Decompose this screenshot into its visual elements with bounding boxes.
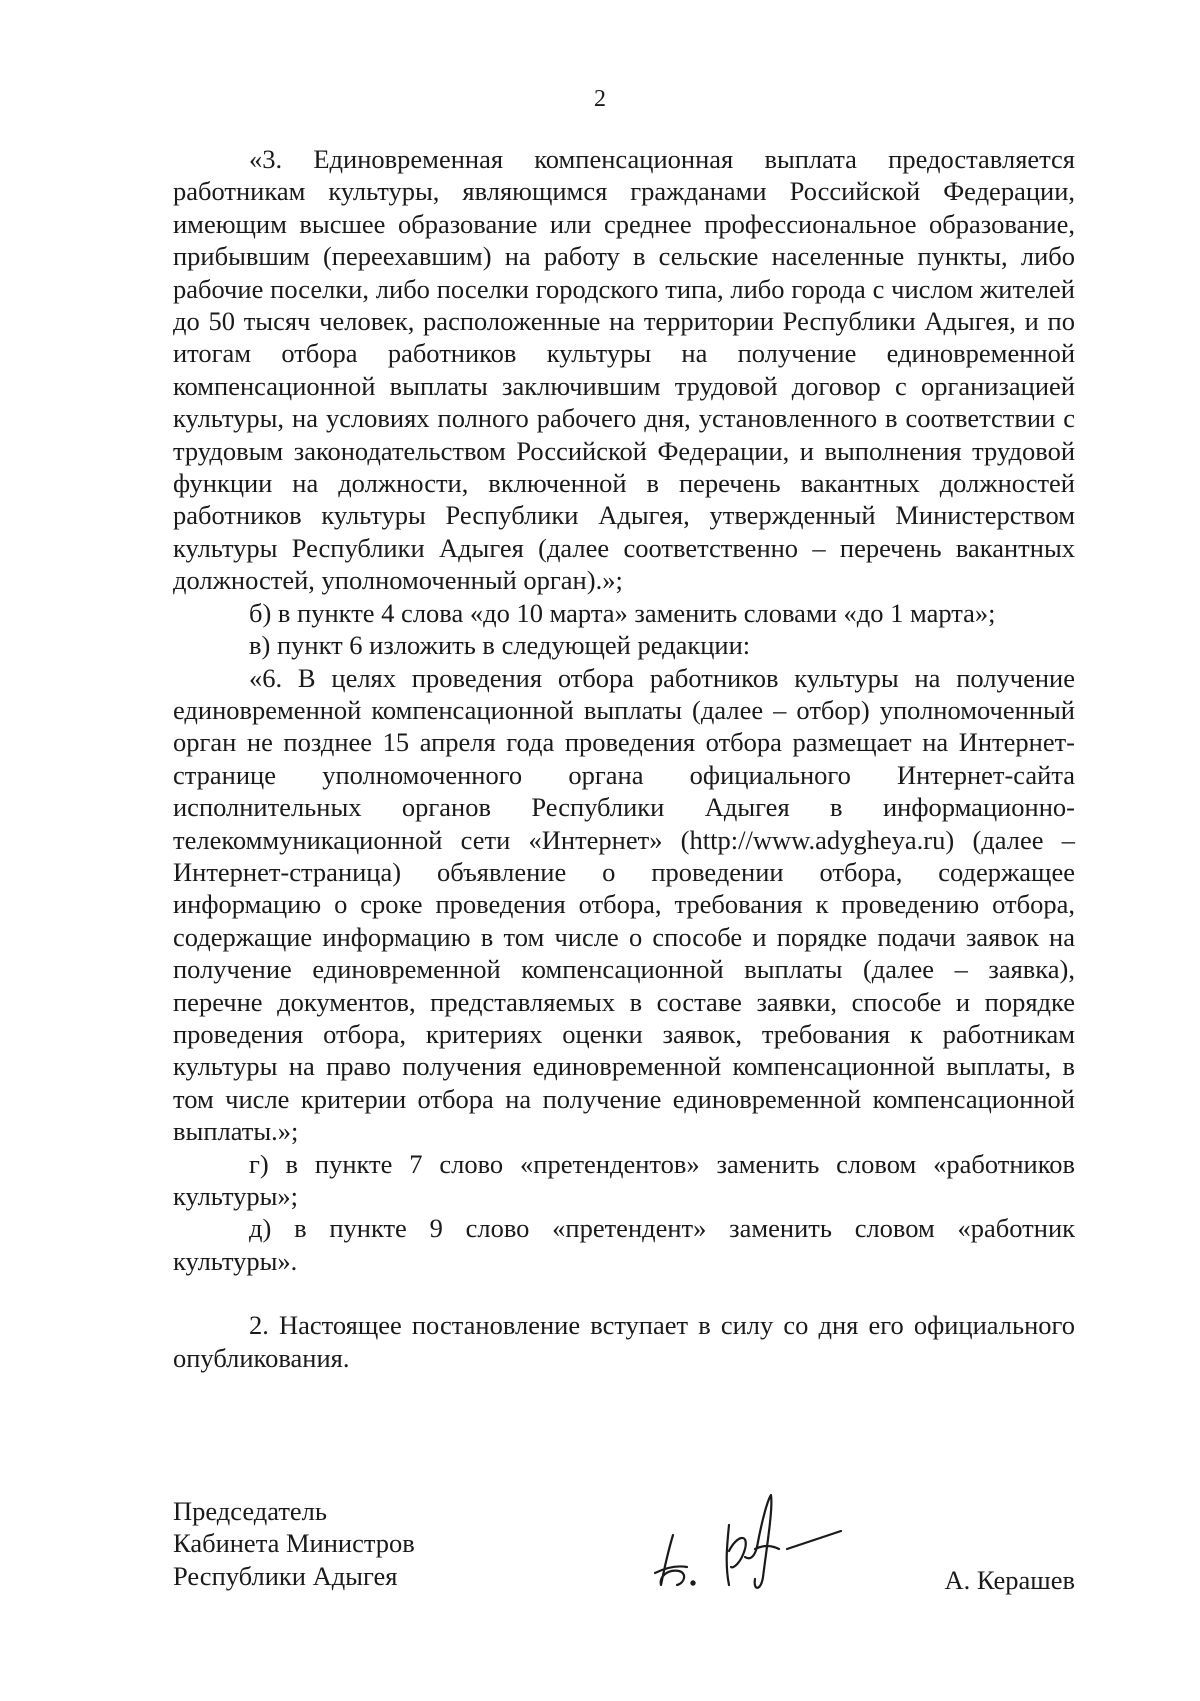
- signer-name: А. Керашев: [944, 1565, 1075, 1595]
- paragraph-item-d: д) в пункте 9 слово «претендент» заменить словом «работник культуры».: [173, 1213, 1075, 1276]
- paragraph-item-g: г) в пункте 7 слово «претендентов» заменить словом «работников культуры»;: [173, 1148, 1075, 1211]
- signature-block: [173, 1495, 1075, 1605]
- signer-title-line: Республики Адыгея: [173, 1560, 398, 1591]
- paragraph-item-3: «3. Единовременная компенсационная выплата предоставляется работникам культуры, являющимся гражданами Российской Федерации, имеющим высшее образование или среднее профессиональное образование, прибывшим (переехавшим) на работу в сельские населенные пункты, либо рабочие поселки, либо поселки городского типа, либо города с числом жителей до 50 тысяч человек, расположенные на территории Республики Адыгея, и по итогам отбора работников культуры на получение единовременной компенсационной выплаты заключившим трудовой договор с организацией культуры, на условиях полного рабочего дня, установленного в соответствии с трудовым законодательством Российской Федерации, и выполнения трудовой функции на должности, включенной в перечень вакантных должностей работников культуры Республики Адыгея, утвержденный Министерством культуры Республики Адыгея (далее соответственно – перечень вакантных должностей, уполномоченный орган).»;: [173, 144, 1075, 596]
- document-body: [173, 143, 1075, 1374]
- paragraph-item-v: в) пункт 6 изложить в следующей редакции:: [249, 630, 751, 661]
- paragraph-effective-date: 2. Настоящее постановление вступает в силу со дня его официального опубликования.: [173, 1310, 1075, 1373]
- handwritten-signature: [633, 1465, 853, 1595]
- paragraph-item-6: «6. В целях проведения отбора работников культуры на получение единовременной компенсационной выплаты (далее – отбор) уполномоченный орган не позднее 15 апреля года проведения отбора размещает на Интернет-странице уполномоченного органа официального Интернет-сайта исполнительных органов Республики Адыгея в информационно-телекоммуникационной сети «Интернет» (http://www.adygheya.ru) (далее – Интернет-страница) объявление о проведении отбора, содержащее информацию о сроке проведения отбора, требования к проведению отбора, содержащие информацию в том числе о способе и порядке подачи заявок на получение единовременной компенсационной выплаты (далее – заявка), перечне документов, представляемых в составе заявки, способе и порядке проведения отбора, критериях оценки заявок, требования к работникам культуры на право получения единовременной компенсационной выплаты, в том числе критерии отбора на получение единовременной компенсационной выплаты.»;: [173, 662, 1075, 1147]
- signer-title-line: Кабинета Министров: [173, 1528, 415, 1559]
- signer-title: [173, 1495, 415, 1592]
- paragraph-item-b: б) в пункте 4 слова «до 10 марта» заменить словами «до 1 марта»;: [249, 597, 996, 628]
- page-number: 2: [594, 86, 606, 112]
- signer-title-line: Председатель: [173, 1496, 327, 1526]
